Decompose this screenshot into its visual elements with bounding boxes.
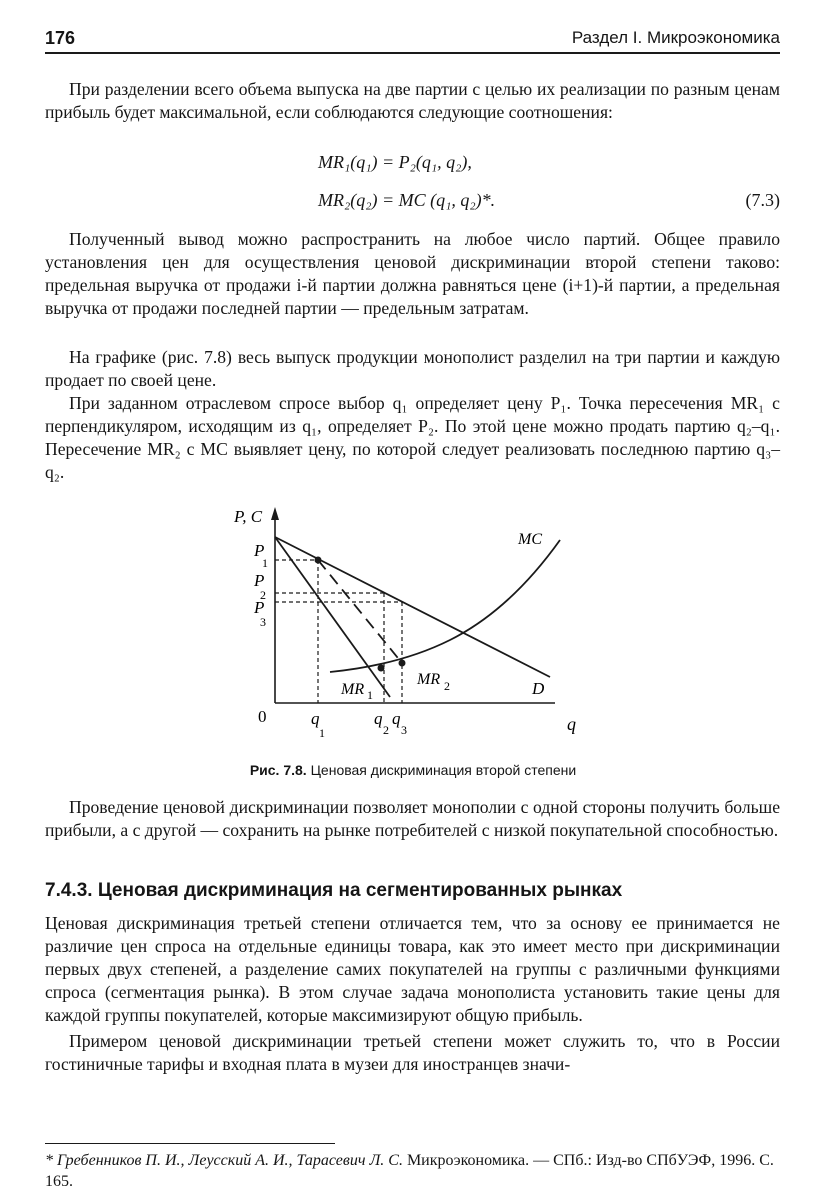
section-heading: 7.4.3. Ценовая дискриминация на сегментированных рынках [45,880,623,901]
p2-sub: 2 [260,588,266,602]
point-mr1-q2 [378,665,385,672]
mr1-sub: 1 [367,688,373,702]
origin-label: 0 [258,707,267,726]
mr1-curve [275,537,390,697]
paragraph-7: Примером ценовой дискриминации третьей степени может служить то, что в России гостиничные тарифы и входная плата в музеи для иностранцев значи- [45,1031,780,1074]
formula-2: MR₂(q₂) = MC (q₁, q₂)*. [318,190,496,210]
q1-sub: 1 [319,726,325,740]
d-label: D [532,679,545,698]
p3-sub: 3 [260,615,266,629]
y-axis-label: P, C [234,507,263,526]
y-axis-arrow [271,507,279,520]
footnote-rule [45,1143,335,1144]
p3-label: P [254,598,265,617]
mr1-label: MR [341,681,365,698]
paragraph-1: При разделении всего объема выпуска на две партии с целью их реализации по разным ценам прибыль будет максимальной, если соблюдаются следующие соотношения: [45,79,780,122]
x-axis-label: q [567,714,576,734]
figure-caption [0,762,826,778]
paragraph-6: Ценовая дискриминация третьей степени отличается тем, что за основу ее принимается не различие цен спроса на отдельные единицы товара, как это имеет место при дискриминации первых двух степеней, а разделение самих покупателей на группы с различными функциями спроса (сегментация рынка). В этом случае задача монополиста установить такие цены для каждой группы покупателей, которые максимизируют общую прибыль. [45,913,780,1025]
paragraph-5: Проведение ценовой дискриминации позволяет монополии с одной стороны получить больше прибыли, а с другой — сохранить на рынке потребителей с низкой покупательной способностью. [45,797,780,840]
mr2-label: MR [417,671,441,688]
p2-label: P [254,571,265,590]
q2-label: q [374,709,383,728]
footnote-authors: * Гребенников П. И., Леусский А. И., Тарасевич Л. С. [45,1152,403,1169]
paragraph-3: На графике (рис. 7.8) весь выпуск продукции монополист разделил на три партии и каждую продает по своей цене. [45,347,780,390]
equation-number: (7.3) [745,190,780,210]
q3-sub: 3 [401,723,407,737]
page-number: 176 [45,28,76,48]
point-p1-demand [315,557,322,564]
q3-label: q [392,709,401,728]
q1-label: q [311,709,320,728]
paragraph-4: При заданном отраслевом спросе выбор q₁ определяет цену P₁. Точка пересечения MR₁ с перпендикуляром, исходящим из q₁, определяет P₂. По этой цене можно продать партию q₂–q₁. Пересечение MR₂ с MC выявляет цену, по которой следует реализовать последнюю партию q₃–q₂. [45,393,780,482]
p1-label: P [254,541,265,560]
mr2-curve [318,560,402,663]
point-mr2-mc [399,660,406,667]
paragraph-2: Полученный вывод можно распространить на любое число партий. Общее правило установления цен для осуществления ценовой дискриминации второй степени таково: предельная выручка от продажи i-й партии должна равняться цене (i+1)-й партии, а предельная выручка от продажи последней партии — предельным затратам. [45,229,780,318]
caption-text: Ценовая дискриминация второй степени [306,762,577,778]
mc-curve [330,540,560,672]
formula-1: MR₁(q₁) = P₂(q₁, q₂), [318,152,472,172]
footnote-rest: Микроэкономика. — СПб.: Изд-во СПбУЭФ, 1996. С. 165. [45,1152,774,1190]
footnote [45,1150,780,1192]
caption-number: Рис. 7.8. [249,762,307,778]
running-head: Раздел I. Микроэкономика [571,28,780,47]
q2-sub: 2 [383,723,389,737]
mc-label: MC [518,531,542,548]
mr2-sub: 2 [444,679,450,693]
p1-sub: 1 [262,556,268,570]
